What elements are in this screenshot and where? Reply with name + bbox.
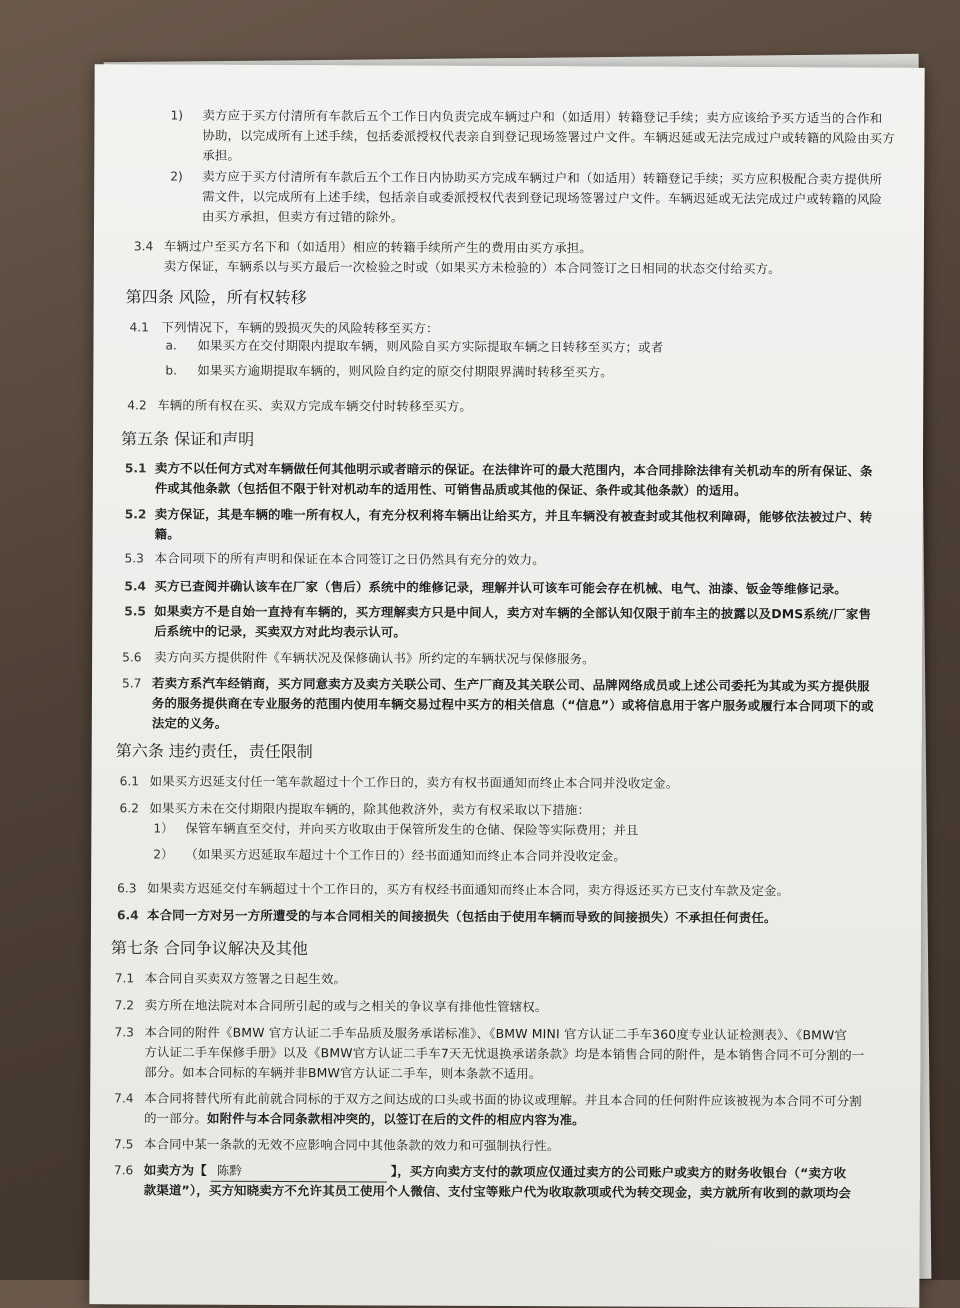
clause-number: 5.4	[124, 579, 147, 594]
clause-line: 下列情况下，车辆的毁损灭失的风险转移至买方：	[161, 319, 439, 336]
clause-line: 卖方应于买方付清所有车款后五个工作日内协助买方完成车辆过户和（如适用）转籍登记手续；买方应积极配合卖方提供所	[202, 168, 883, 187]
clause-line: 如果买方未在交付期限内提取车辆的，除其他救济外，卖方有权采取以下措施：	[149, 800, 591, 818]
clause-number: 4.2	[127, 398, 147, 413]
seller-name-field: 陈黔	[211, 1161, 387, 1183]
article-heading: 第五条 保证和声明	[121, 429, 255, 449]
clause-line: 法定的义务。	[151, 715, 228, 731]
clause-number: 3.4	[133, 239, 154, 254]
clause-line: 卖方保证，其是车辆的唯一所有权人，有充分权利将车辆出让给买方，并且车辆没有被查封或其他权利障碍，能够依法被过户、转	[154, 506, 873, 525]
clause-text: 如卖方为【	[143, 1162, 207, 1178]
clause-line: 卖方所在地法院对本合同所引起的或与之相关的争议享有排他性管辖权。	[144, 997, 548, 1015]
clause-number: 7.5	[113, 1137, 134, 1152]
clause-number: 6.3	[117, 881, 137, 896]
item-number: 1)	[170, 108, 184, 123]
clause-line: 如果买方逾期提取车辆的，则风险自约定的原交付期限界满时转移至买方。	[197, 362, 613, 380]
sub-item-marker: b.	[165, 363, 178, 378]
article-heading: 第六条 违约责任，责任限制	[115, 741, 313, 762]
sub-item-marker: 2）	[153, 847, 174, 862]
clause-number: 7.2	[114, 998, 135, 1013]
clause-line: 本合同一方对另一方所遭受的与本合同相关的间接损失（包括由于使用车辆而导致的间接损失）不承担任何责任。	[146, 907, 777, 926]
clause-number: 6.4	[116, 908, 139, 923]
clause-text: 】，买方向卖方支付的款项应仅通过卖方的公司账户或卖方的财务收银台（“卖方收	[390, 1163, 847, 1181]
item-number: 2)	[170, 169, 183, 184]
clause-number: 5.3	[124, 551, 144, 566]
clause-line: 保管车辆直至交付，并向买方收取由于保管所发生的仓储、保险等实际费用；并且	[185, 820, 639, 838]
clause-number: 7.4	[114, 1091, 134, 1106]
clause-number: 7.3	[114, 1025, 134, 1040]
clause-number: 6.2	[119, 801, 139, 816]
clause-line: 本合同项下的所有声明和保证在本合同签订之日仍然具有充分的效力。	[154, 550, 545, 568]
clause-line: 件或其他条款（包括但不限于针对机动车的适用性、可销售品质或其他的保证、条件或其他条款）的适用。	[154, 480, 747, 499]
clause-line: 本合同中某一条款的无效不应影响合同中其他条款的效力和可强制执行性。	[143, 1136, 560, 1154]
sub-item-marker: 1）	[153, 821, 174, 836]
clause-line: 如果买方迟延支付任一笔车款超过十个工作日的，卖方有权书面通知而终止本合同并没收定金。	[149, 773, 679, 791]
clause-number: 7.6	[113, 1163, 134, 1178]
clause-line: 协助，以完成所有上述手续，包括委派授权代表亲自到登记现场签署过户文件。车辆迟延或无法完成过户或转籍的风险由买方	[202, 127, 895, 146]
clause-line: 部分。如本合同标的车辆并非BMW官方认证二手车，则本条款不适用。	[144, 1064, 542, 1082]
clause-number: 5.1	[124, 461, 147, 476]
clause-line: 卖方应于买方付清所有车款后五个工作日内负责完成车辆过户和（如适用）转籍登记手续；卖方应该给予买方适当的合作和	[202, 107, 883, 126]
clause-line: 车辆过户至买方名下和（如适用）相应的转籍手续所产生的费用由买方承担。	[163, 238, 593, 256]
clause-text-bold: 如附件与本合同条款相冲突的，以签订在后的文件的相应内容为准。	[207, 1110, 585, 1128]
clause-number: 5.6	[122, 650, 142, 665]
clause-line: 本合同将替代所有此前就合同标的于双方之间达成的口头或书面的协议或理解。并且本合同的任何附件应该被视为本合同不可分割	[144, 1090, 862, 1109]
clause-line: 车辆的所有权在买、卖双方完成车辆交付时转移至买方。	[157, 397, 473, 414]
clause-line: 卖方不以任何方式对车辆做任何其他明示或者暗示的保证。在法律许可的最大范围内，本合同排除法律有关机动车的所有保证、条	[154, 460, 873, 479]
clause-line: 款渠道”），买方知晓卖方不允许其员工使用个人微信、支付宝等账户代为收取款项或代为转交现金，卖方就所有收到的款项均会	[143, 1182, 852, 1201]
clause-line: 务的服务提供商在专业服务的范围内使用车辆交易过程中买方的相关信息（“信息”）或将信息用于客户服务或履行本合同项下的或	[151, 695, 874, 714]
clause-number: 7.1	[114, 971, 135, 986]
article-heading: 第四条 风险，所有权转移	[125, 287, 307, 308]
clause-line: 后系统中的记录，买卖双方对此均表示认可。	[154, 623, 407, 640]
article-heading: 第七条 合同争议解决及其他	[110, 938, 308, 959]
clause-text: 的一部分。	[144, 1110, 208, 1126]
clause-line: 卖方保证，车辆系以与买方最后一次检验之时或（如果买方未检验的）本合同签订之日相同的状态交付给买方。	[163, 258, 781, 277]
clause-number: 5.7	[121, 676, 142, 691]
clause-line: 承担。	[202, 147, 241, 163]
clause-line: 方认证二手车保修手册》以及《BMW官方认证二手车7天无忧退换承诺条款》均是本销售合同的附件，是本销售合同不可分割的一	[144, 1044, 865, 1063]
clause-line: 卖方向买方提供附件《车辆状况及保修确认书》所约定的车辆状况与保修服务。	[154, 649, 595, 667]
sub-item-marker: a.	[165, 338, 177, 353]
clause-line: 本合同自买卖双方签署之日起生效。	[144, 970, 347, 987]
clause-line: 籍。	[154, 526, 180, 542]
clause-line: 如果卖方迟延交付车辆超过十个工作日的，买方有权经书面通知而终止本合同，卖方得返还买方已支付车款及定金。	[147, 880, 790, 899]
clause-line: 买方已查阅并确认该车在厂家（售后）系统中的维修记录，理解并认可该车可能会存在机械、电气、油漆、钣金等维修记录。	[154, 578, 847, 597]
clause-line: 如果卖方不是自始一直持有车辆的，买方理解卖方只是中间人，卖方对车辆的全部认知仅限于前车主的披露以及DMS系统/厂家售	[154, 603, 872, 622]
clause-line: 若卖方系汽车经销商，买方同意卖方及卖方关联公司、生产厂商及其关联公司、品牌网络成员或上述公司委托为其或为买方提供服	[151, 675, 870, 694]
clause-line: 本合同的附件《BMW 官方认证二手车品质及服务承诺标准》、《BMW MINI 官方认证二手车360度专业认证检测表》、《BMW官	[144, 1024, 848, 1043]
clause-number: 6.1	[119, 774, 140, 789]
clause-number: 5.2	[124, 507, 147, 522]
clause-line	[144, 1108, 585, 1130]
contract-page	[89, 64, 924, 1308]
clause-number: 4.1	[129, 320, 149, 335]
clause-line: 需文件，以完成所有上述手续，包括亲自或委派授权代表到登记现场签署过户文件。车辆迟延或无法完成过户或转籍的风险	[202, 188, 883, 207]
clause-number: 5.5	[124, 604, 146, 619]
clause-line: 如果买方在交付期限内提取车辆，则风险自买方实际提取车辆之日转移至买方；或者	[197, 337, 664, 355]
clause-line: （如果买方迟延取车超过十个工作日的）经书面通知而终止本合同并没收定金。	[185, 846, 626, 864]
clause-line: 由买方承担，但卖方有过错的除外。	[202, 208, 404, 225]
